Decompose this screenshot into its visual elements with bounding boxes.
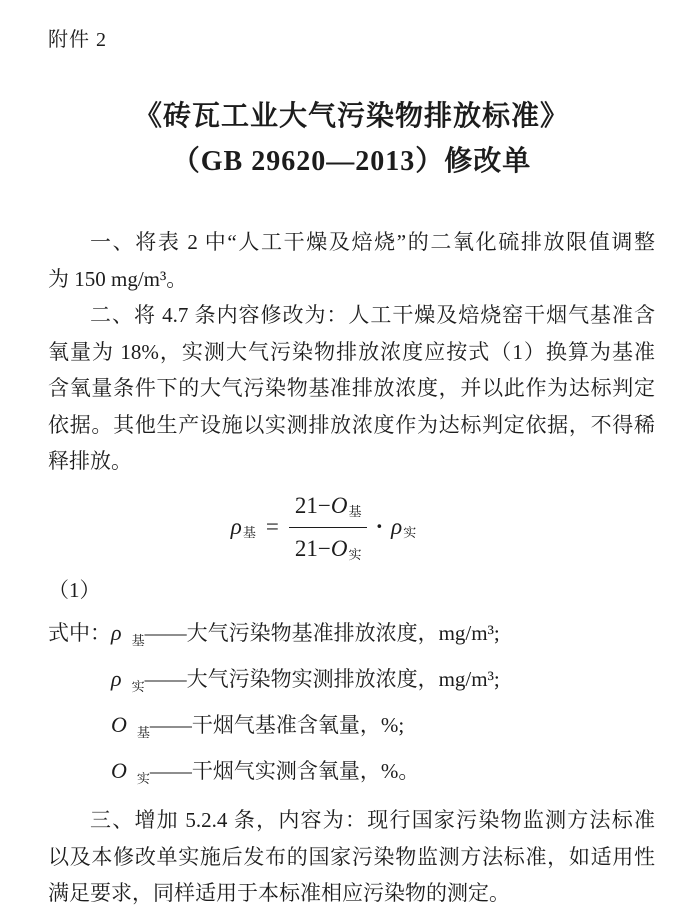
subscript-shi: 实 (348, 547, 362, 562)
document-title-line1: 《砖瓦工业大气污染物排放标准》 (133, 101, 569, 132)
paragraph-line: 三、增加 5.2.4 条，内容为：现行国家污染物监测方法标准 (90, 808, 655, 832)
definition-text: ——干烟气基准含氧量，%; (149, 713, 405, 737)
var-subscript: 基 (136, 725, 150, 740)
formula-fraction (289, 488, 368, 568)
paragraph-line: 二、将 4.7 条内容修改为：人工干燥及焙烧窑干烟气基准含 (90, 303, 655, 327)
variable-definitions (48, 614, 655, 798)
fraction-numerator (289, 488, 368, 529)
var-subscript: 实 (131, 679, 145, 694)
conversion-formula (20, 488, 627, 568)
paragraph-2 (48, 297, 655, 480)
rho-symbol: ρ (230, 514, 242, 540)
multiplication-dot: · (375, 514, 384, 540)
paragraph-line: 含氧量条件下的大气污染物基准排放浓度，并以此作为达标判定 (48, 376, 655, 400)
paragraph-line: 释排放。 (48, 449, 132, 473)
paragraph-line: 为 150 mg/m³。 (48, 266, 188, 291)
var-subscript: 实 (136, 771, 150, 786)
paragraph-3 (48, 802, 655, 912)
equals-sign: = (265, 514, 279, 540)
oxygen-symbol: O (330, 536, 348, 561)
attachment-label: 附件 2 (48, 29, 107, 51)
definition-text: ——大气污染物实测排放浓度，mg/m³; (144, 667, 500, 691)
document-title (48, 94, 655, 184)
var-subscript: 基 (131, 633, 145, 648)
var-symbol: O (111, 758, 127, 783)
document-title-line2: （GB 29620—2013）修改单 (171, 146, 532, 177)
fraction-denominator (289, 528, 368, 568)
document-body (48, 224, 655, 912)
paragraph-line: 氧量为 18%，实测大气污染物排放浓度应按式（1）换算为基准 (48, 339, 655, 364)
paragraph-line: 一、将表 2 中“人工干燥及焙烧”的二氧化硫排放限值调整 (90, 230, 655, 254)
paragraph-line: 满足要求，同样适用于本标准相应污染物的测定。 (48, 881, 510, 905)
var-symbol: O (111, 712, 127, 737)
definition-text: ——大气污染物基准排放浓度，mg/m³; (144, 621, 500, 645)
denominator-constant: 21− (294, 536, 331, 561)
oxygen-symbol: O (330, 492, 348, 518)
paragraph-line: 以及本修改单实施后发布的国家污染物监测方法标准，如适用性 (48, 844, 655, 869)
subscript-ji: 基 (348, 503, 362, 519)
numerator-constant: 21− (294, 492, 331, 518)
paragraph-1 (48, 224, 655, 297)
definition-row (48, 660, 655, 706)
formula-rhs (391, 509, 416, 546)
definition-row (48, 614, 655, 660)
rho-symbol: ρ (391, 514, 403, 540)
var-symbol: ρ (111, 620, 122, 645)
formula-lhs (231, 509, 256, 546)
equation-number: （1） (48, 577, 101, 602)
definition-row (48, 752, 655, 798)
var-symbol: ρ (111, 666, 122, 691)
subscript-shi: 实 (403, 525, 417, 541)
definitions-intro: 式中： (48, 621, 111, 645)
paragraph-line: 依据。其他生产设施以实测排放浓度作为达标判定依据，不得稀 (48, 412, 655, 437)
definition-text: ——干烟气实测含氧量，%。 (149, 759, 420, 783)
subscript-ji: 基 (242, 525, 256, 541)
definition-row (48, 706, 655, 752)
